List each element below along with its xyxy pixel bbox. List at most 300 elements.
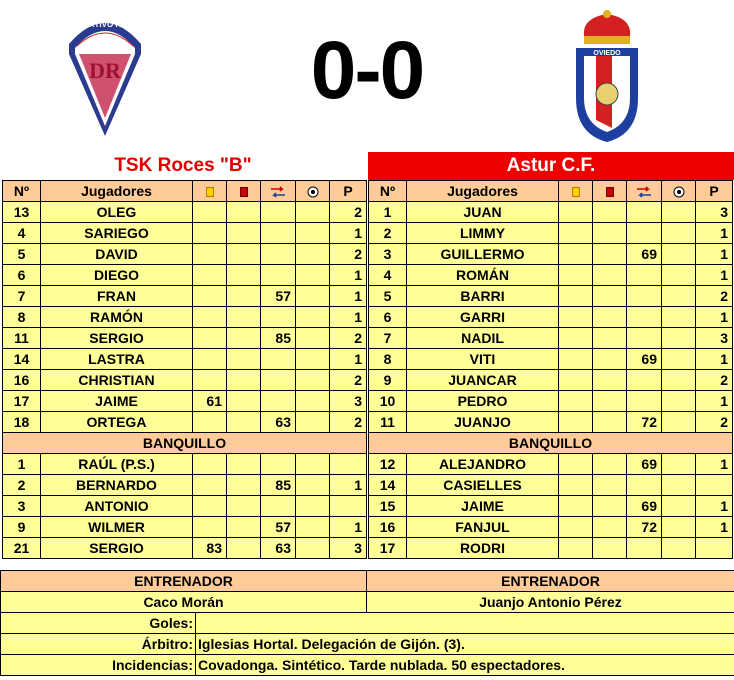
yellow-card-minute [193, 328, 227, 349]
substitution-minute [261, 391, 296, 412]
yellow-card-minute: 83 [193, 538, 227, 559]
player-points [330, 496, 367, 517]
goal-minute [296, 349, 330, 370]
svg-text:DEPORTIVO ROCES: DEPORTIVO ROCES [66, 20, 144, 29]
player-name: BARRI [407, 286, 559, 307]
player-row [369, 349, 733, 370]
goal-minute [296, 265, 330, 286]
red-card-minute [227, 517, 261, 538]
player-name: SERGIO [41, 328, 193, 349]
player-number: 15 [369, 496, 407, 517]
substitution-minute: 63 [261, 412, 296, 433]
home-coach-heading: ENTRENADOR [1, 571, 367, 592]
player-number: 16 [3, 370, 41, 391]
substitution-minute [627, 307, 662, 328]
goal-minute [662, 370, 696, 391]
substitution-minute [261, 496, 296, 517]
player-row [3, 223, 367, 244]
red-card-minute [227, 223, 261, 244]
player-row [369, 223, 733, 244]
player-name: CASIELLES [407, 475, 559, 496]
yellow-card-minute [559, 538, 593, 559]
player-points: 2 [330, 412, 367, 433]
yellow-card-minute [193, 370, 227, 391]
player-number: 5 [3, 244, 41, 265]
yellow-card-minute [193, 202, 227, 223]
match-score: 0-0 [310, 25, 424, 116]
yellow-column-header [559, 181, 593, 202]
players-column-header: Jugadores [407, 181, 559, 202]
player-row [369, 517, 733, 538]
ball-icon [673, 186, 685, 198]
player-row [3, 370, 367, 391]
red-card-minute [593, 370, 627, 391]
incidents-value: Covadonga. Sintético. Tarde nublada. 50 espectadores. [196, 655, 734, 676]
red-card-minute [593, 328, 627, 349]
player-points: 1 [696, 223, 733, 244]
substitution-minute [627, 328, 662, 349]
yellow-card-minute [193, 412, 227, 433]
yellow-card-minute [193, 517, 227, 538]
goal-minute [296, 223, 330, 244]
substitution-minute [261, 223, 296, 244]
red-card-minute [227, 370, 261, 391]
red-card-minute [227, 328, 261, 349]
player-number: 5 [369, 286, 407, 307]
player-name: JUANJO [407, 412, 559, 433]
player-points [330, 454, 367, 475]
substitution-minute: 69 [627, 244, 662, 265]
player-points: 1 [696, 349, 733, 370]
red-card-minute [593, 307, 627, 328]
red-card-minute [227, 349, 261, 370]
substitution-minute [261, 265, 296, 286]
yellow-card-minute [559, 454, 593, 475]
red-card-minute [593, 454, 627, 475]
goal-minute [296, 391, 330, 412]
substitution-minute: 69 [627, 454, 662, 475]
player-points: 2 [330, 328, 367, 349]
player-row [369, 496, 733, 517]
yellow-card-minute [193, 265, 227, 286]
red-card-minute [593, 286, 627, 307]
goal-minute [296, 202, 330, 223]
yellow-card-minute [559, 370, 593, 391]
player-number: 11 [369, 412, 407, 433]
player-number: 3 [3, 496, 41, 517]
player-number: 4 [3, 223, 41, 244]
player-name: GARRI [407, 307, 559, 328]
goal-column-header [662, 181, 696, 202]
player-name: RAMÓN [41, 307, 193, 328]
red-card-minute [593, 223, 627, 244]
yellow-card-minute [559, 223, 593, 244]
yellow-card-minute [559, 202, 593, 223]
goals-value [196, 613, 734, 634]
red-card-minute [227, 496, 261, 517]
player-name: LASTRA [41, 349, 193, 370]
away-team-crest [568, 8, 646, 145]
svg-text:OVIEDO: OVIEDO [593, 50, 621, 57]
player-row [3, 496, 367, 517]
incidents-label: Incidencias: [1, 655, 196, 676]
player-row [369, 307, 733, 328]
player-name: NADIL [407, 328, 559, 349]
substitution-minute [261, 454, 296, 475]
player-number: 16 [369, 517, 407, 538]
player-name: SARIEGO [41, 223, 193, 244]
red-card-minute [227, 475, 261, 496]
substitution-minute: 85 [261, 328, 296, 349]
yellow-card-minute [193, 223, 227, 244]
yellow-card-minute [559, 307, 593, 328]
player-row [3, 244, 367, 265]
player-name: DAVID [41, 244, 193, 265]
yellow-card-icon [206, 187, 214, 197]
player-points: 1 [330, 475, 367, 496]
player-number: 9 [3, 517, 41, 538]
substitution-minute: 69 [627, 349, 662, 370]
player-name: ROMÁN [407, 265, 559, 286]
player-row [369, 370, 733, 391]
player-name: RAÚL (P.S.) [41, 454, 193, 475]
yellow-card-minute [193, 454, 227, 475]
yellow-card-minute [559, 244, 593, 265]
home-lineup-table [2, 180, 367, 559]
player-points: 1 [696, 265, 733, 286]
bench-heading: BANQUILLO [3, 433, 367, 454]
number-column-header: Nº [3, 181, 41, 202]
goal-minute [296, 538, 330, 559]
goal-minute [662, 328, 696, 349]
yellow-card-minute [193, 244, 227, 265]
player-row [369, 286, 733, 307]
goal-minute [662, 412, 696, 433]
yellow-card-minute [559, 475, 593, 496]
substitution-minute [261, 202, 296, 223]
player-points: 1 [696, 517, 733, 538]
goals-label: Goles: [1, 613, 196, 634]
yellow-card-minute [193, 307, 227, 328]
yellow-card-minute [559, 286, 593, 307]
red-card-minute [227, 454, 261, 475]
player-row [3, 328, 367, 349]
player-points: 3 [330, 391, 367, 412]
goal-minute [296, 496, 330, 517]
substitution-minute [261, 307, 296, 328]
yellow-card-minute [559, 391, 593, 412]
player-number: 10 [369, 391, 407, 412]
substitution-minute [627, 202, 662, 223]
yellow-card-minute: 61 [193, 391, 227, 412]
goal-minute [662, 244, 696, 265]
player-name: WILMER [41, 517, 193, 538]
goal-minute [296, 370, 330, 391]
red-card-minute [593, 244, 627, 265]
player-row [3, 538, 367, 559]
player-number: 4 [369, 265, 407, 286]
player-points: 3 [330, 538, 367, 559]
player-number: 18 [3, 412, 41, 433]
player-points [696, 475, 733, 496]
substitution-minute [627, 475, 662, 496]
goal-minute [296, 328, 330, 349]
player-points: 1 [696, 391, 733, 412]
red-card-minute [227, 202, 261, 223]
player-points: 1 [330, 517, 367, 538]
away-lineup-table [368, 180, 733, 559]
red-card-minute [227, 244, 261, 265]
goal-minute [296, 412, 330, 433]
substitution-minute: 63 [261, 538, 296, 559]
yellow-column-header [193, 181, 227, 202]
player-number: 3 [369, 244, 407, 265]
player-row [3, 454, 367, 475]
goal-minute [296, 517, 330, 538]
player-name: GUILLERMO [407, 244, 559, 265]
player-points: 1 [330, 307, 367, 328]
player-name: DIEGO [41, 265, 193, 286]
player-name: VITI [407, 349, 559, 370]
player-row [369, 265, 733, 286]
player-name: LIMMY [407, 223, 559, 244]
red-card-minute [227, 286, 261, 307]
player-number: 13 [3, 202, 41, 223]
red-card-minute [227, 265, 261, 286]
bench-heading: BANQUILLO [369, 433, 733, 454]
red-card-minute [593, 475, 627, 496]
player-points: 1 [330, 286, 367, 307]
goal-minute [662, 475, 696, 496]
player-name: JAIME [407, 496, 559, 517]
goal-minute [662, 265, 696, 286]
substitution-minute [627, 265, 662, 286]
player-number: 7 [369, 328, 407, 349]
red-card-minute [593, 202, 627, 223]
player-row [369, 202, 733, 223]
player-name: CHRISTIAN [41, 370, 193, 391]
player-name: ALEJANDRO [407, 454, 559, 475]
player-name: RODRI [407, 538, 559, 559]
goal-minute [662, 496, 696, 517]
player-number: 1 [3, 454, 41, 475]
substitution-minute: 57 [261, 517, 296, 538]
player-name: ANTONIO [41, 496, 193, 517]
yellow-card-minute [559, 265, 593, 286]
yellow-card-icon [572, 187, 580, 197]
substitution-minute: 57 [261, 286, 296, 307]
player-number: 17 [369, 538, 407, 559]
goal-minute [296, 244, 330, 265]
player-row [3, 517, 367, 538]
red-column-header [593, 181, 627, 202]
players-column-header: Jugadores [41, 181, 193, 202]
away-team-name: Astur C.F. [368, 152, 734, 180]
player-points: 2 [330, 202, 367, 223]
player-number: 8 [3, 307, 41, 328]
player-number: 11 [3, 328, 41, 349]
player-number: 8 [369, 349, 407, 370]
goal-minute [662, 223, 696, 244]
goal-minute [662, 307, 696, 328]
sub-column-header [261, 181, 296, 202]
player-number: 14 [369, 475, 407, 496]
player-name: SERGIO [41, 538, 193, 559]
player-number: 6 [3, 265, 41, 286]
player-number: 12 [369, 454, 407, 475]
player-points: 2 [330, 244, 367, 265]
player-number: 1 [369, 202, 407, 223]
player-number: 17 [3, 391, 41, 412]
number-column-header: Nº [369, 181, 407, 202]
red-card-minute [593, 496, 627, 517]
player-points: 1 [696, 244, 733, 265]
substitution-minute: 72 [627, 412, 662, 433]
substitution-minute [627, 286, 662, 307]
sub-column-header [627, 181, 662, 202]
player-points [696, 538, 733, 559]
substitution-minute: 69 [627, 496, 662, 517]
player-number: 14 [3, 349, 41, 370]
points-column-header: P [696, 181, 733, 202]
substitution-icon [270, 186, 286, 198]
player-row [369, 475, 733, 496]
player-row [3, 307, 367, 328]
player-name: JAIME [41, 391, 193, 412]
player-row [3, 202, 367, 223]
substitution-minute [627, 391, 662, 412]
referee-label: Árbitro: [1, 634, 196, 655]
referee-value: Iglesias Hortal. Delegación de Gijón. (3). [196, 634, 734, 655]
player-row [3, 391, 367, 412]
red-card-minute [227, 412, 261, 433]
goal-column-header [296, 181, 330, 202]
player-row [3, 286, 367, 307]
red-card-minute [593, 349, 627, 370]
player-row [369, 538, 733, 559]
player-name: JUANCAR [407, 370, 559, 391]
away-coach-heading: ENTRENADOR [367, 571, 734, 592]
home-team-name: TSK Roces "B" [114, 155, 252, 176]
red-card-minute [593, 391, 627, 412]
yellow-card-minute [559, 328, 593, 349]
red-card-icon [240, 187, 248, 197]
yellow-card-minute [193, 286, 227, 307]
player-number: 2 [369, 223, 407, 244]
player-points: 1 [330, 265, 367, 286]
player-points: 1 [696, 496, 733, 517]
player-points: 2 [696, 286, 733, 307]
goal-minute [662, 517, 696, 538]
substitution-minute [261, 244, 296, 265]
player-name: BERNARDO [41, 475, 193, 496]
player-points: 2 [696, 412, 733, 433]
player-points: 3 [696, 328, 733, 349]
away-coach-name: Juanjo Antonio Pérez [367, 592, 734, 613]
player-number: 7 [3, 286, 41, 307]
goal-minute [296, 286, 330, 307]
player-points: 2 [696, 370, 733, 391]
red-card-minute [227, 307, 261, 328]
goal-minute [296, 454, 330, 475]
goal-minute [662, 286, 696, 307]
match-header [0, 0, 734, 150]
svg-text:DR: DR [89, 58, 121, 83]
substitution-minute [627, 538, 662, 559]
red-card-minute [593, 517, 627, 538]
player-points: 1 [330, 223, 367, 244]
home-coach-name: Caco Morán [1, 592, 367, 613]
points-column-header: P [330, 181, 367, 202]
player-number: 2 [3, 475, 41, 496]
red-card-minute [227, 538, 261, 559]
player-points: 1 [696, 454, 733, 475]
yellow-card-minute [193, 475, 227, 496]
player-points: 3 [696, 202, 733, 223]
player-name: PEDRO [407, 391, 559, 412]
goal-minute [662, 202, 696, 223]
player-row [3, 265, 367, 286]
substitution-minute [627, 370, 662, 391]
substitution-minute: 85 [261, 475, 296, 496]
player-row [369, 328, 733, 349]
player-row [3, 349, 367, 370]
player-number: 21 [3, 538, 41, 559]
ball-icon [307, 186, 319, 198]
player-name: FANJUL [407, 517, 559, 538]
match-info-table [0, 570, 734, 676]
player-row [369, 454, 733, 475]
red-card-minute [227, 391, 261, 412]
yellow-card-minute [193, 349, 227, 370]
substitution-minute [261, 349, 296, 370]
yellow-card-minute [193, 496, 227, 517]
red-card-icon [606, 187, 614, 197]
substitution-icon [636, 186, 652, 198]
goal-minute [662, 538, 696, 559]
player-number: 6 [369, 307, 407, 328]
goal-minute [296, 475, 330, 496]
player-name: OLEG [41, 202, 193, 223]
goal-minute [662, 454, 696, 475]
player-number: 9 [369, 370, 407, 391]
yellow-card-minute [559, 496, 593, 517]
goal-minute [296, 307, 330, 328]
player-row [369, 244, 733, 265]
player-row [3, 475, 367, 496]
player-row [369, 391, 733, 412]
yellow-card-minute [559, 412, 593, 433]
player-points: 1 [696, 307, 733, 328]
red-column-header [227, 181, 261, 202]
player-points: 2 [330, 370, 367, 391]
red-card-minute [593, 265, 627, 286]
goal-minute [662, 391, 696, 412]
red-card-minute [593, 538, 627, 559]
player-name: FRAN [41, 286, 193, 307]
yellow-card-minute [559, 517, 593, 538]
substitution-minute: 72 [627, 517, 662, 538]
red-card-minute [593, 412, 627, 433]
player-name: ORTEGA [41, 412, 193, 433]
player-row [369, 412, 733, 433]
yellow-card-minute [559, 349, 593, 370]
player-row [3, 412, 367, 433]
player-points: 1 [330, 349, 367, 370]
substitution-minute [261, 370, 296, 391]
goal-minute [662, 349, 696, 370]
player-name: JUAN [407, 202, 559, 223]
